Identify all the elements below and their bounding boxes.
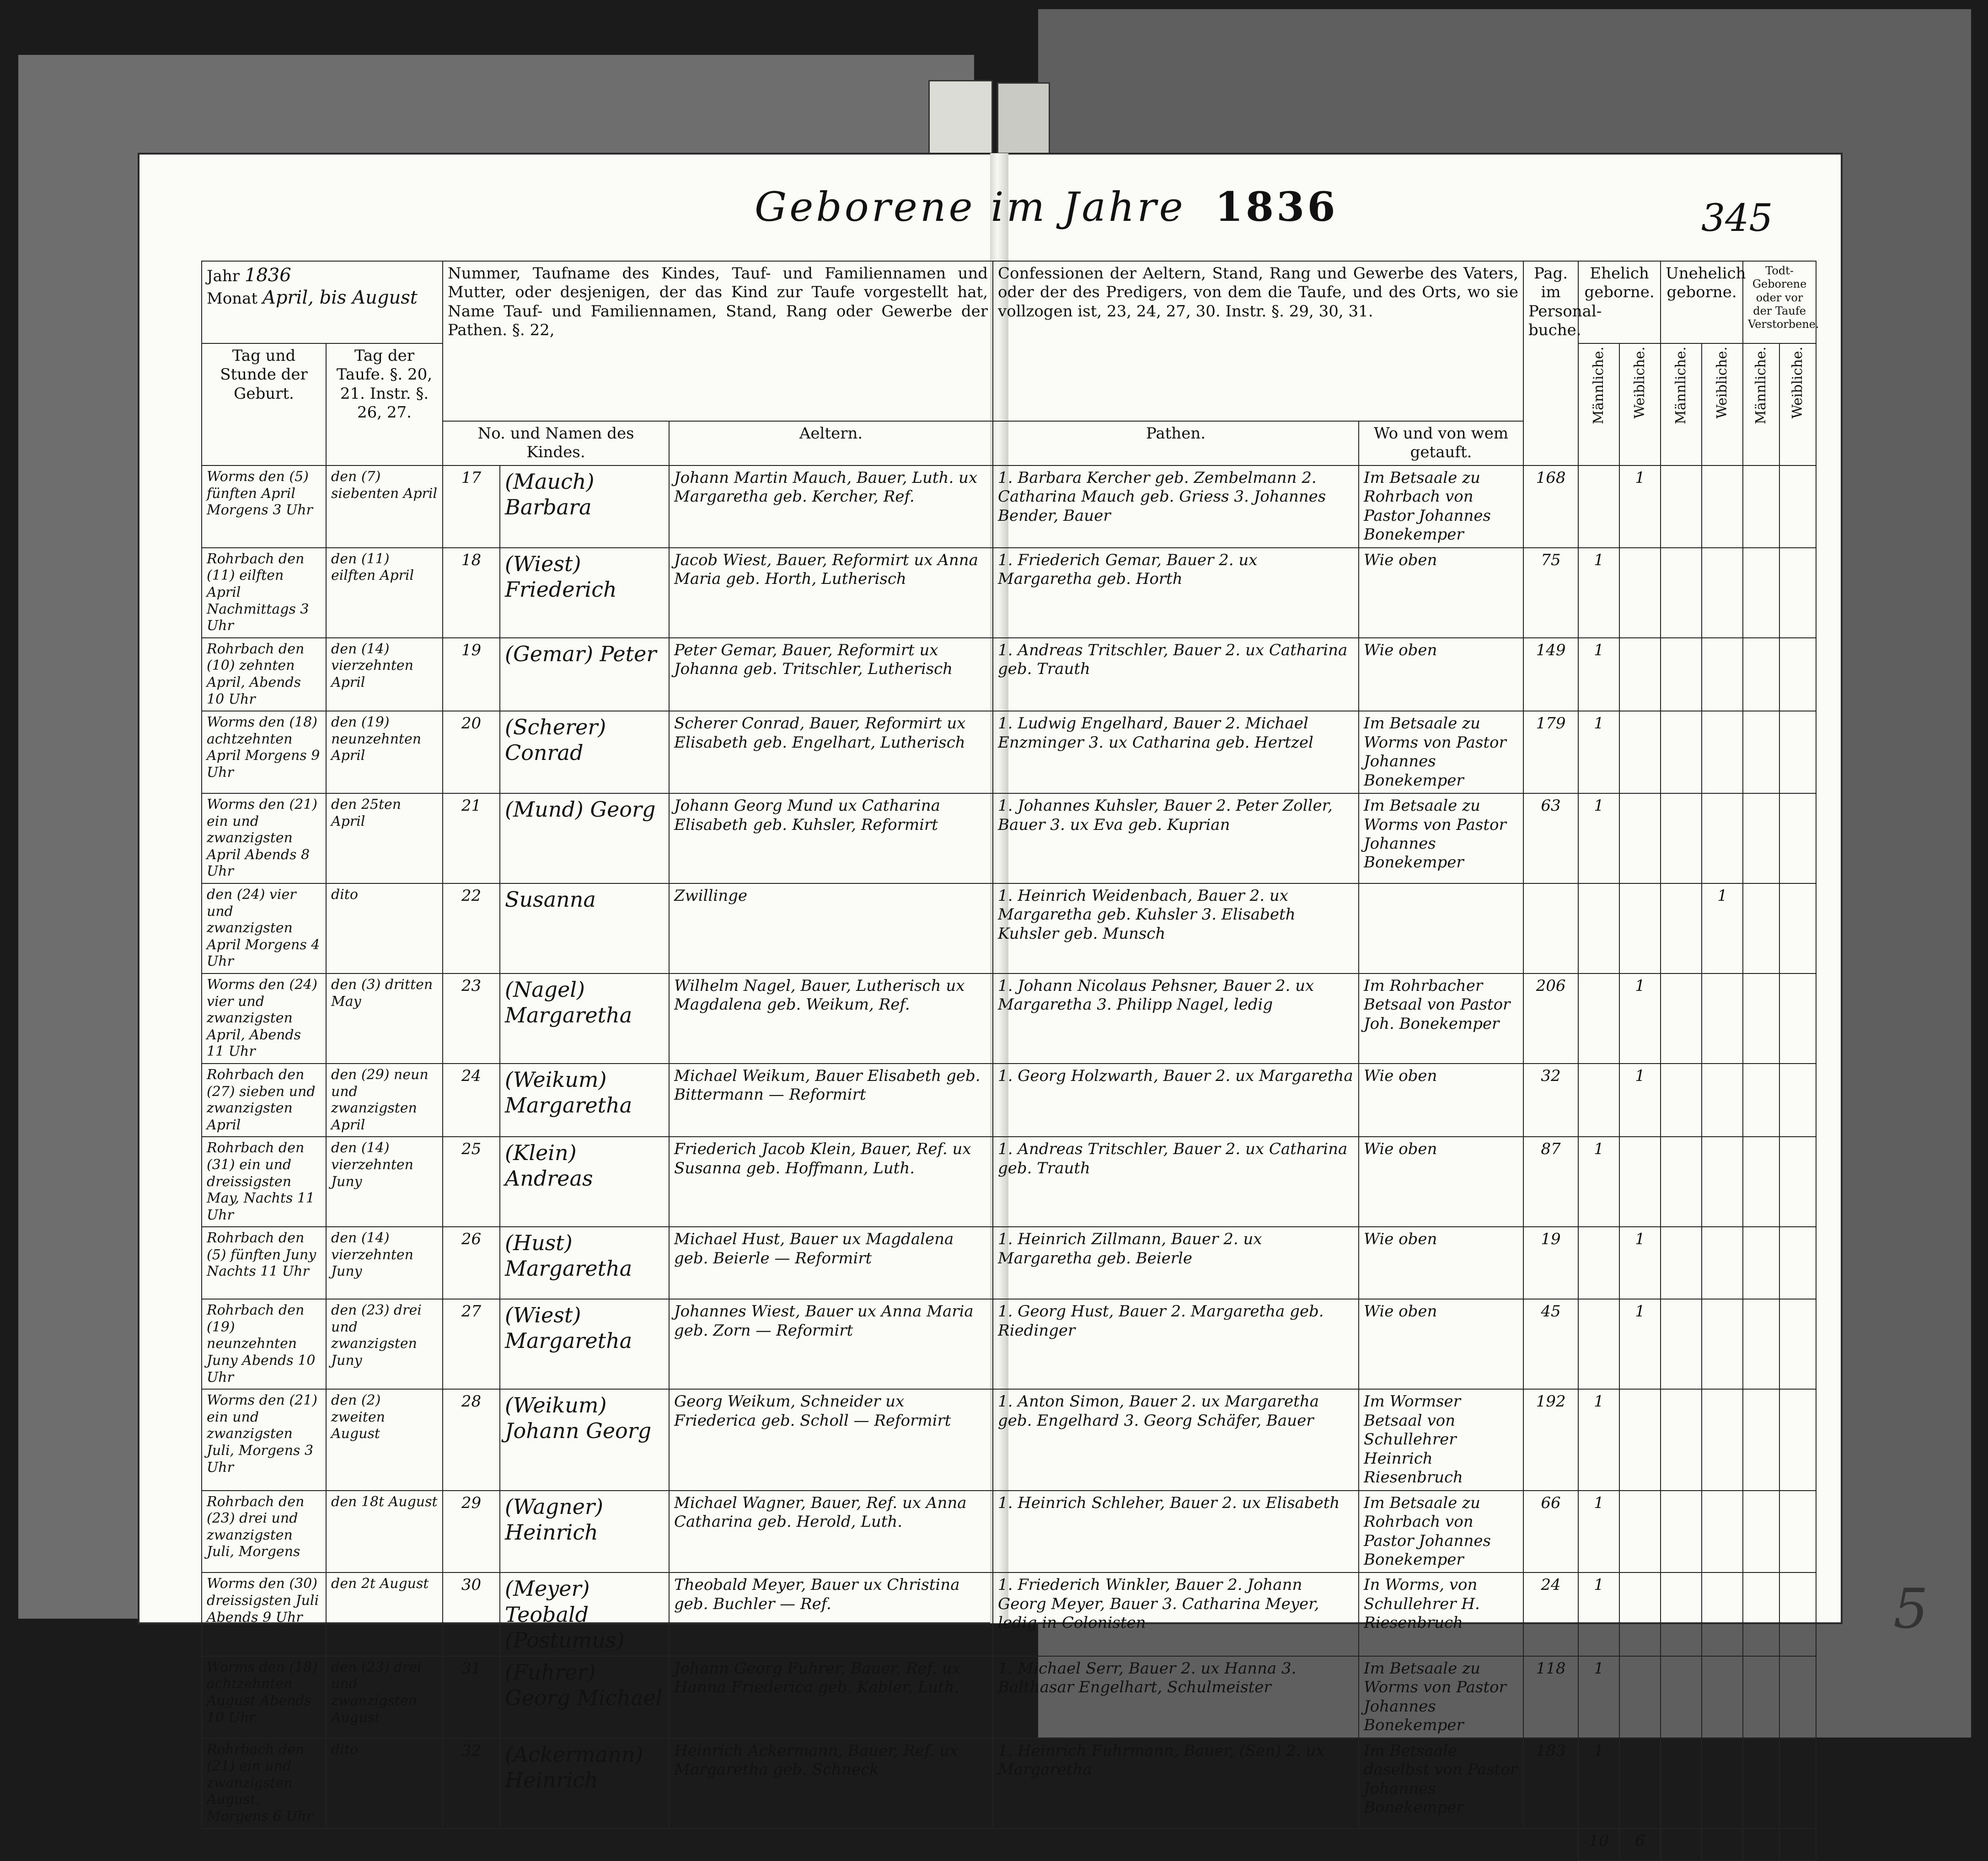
parents-cell: Johann Martin Mauch, Bauer, Luth. ux Margaretha geb. Kercher, Ref. [669,465,993,548]
page-ref-cell: 19 [1523,1227,1578,1299]
table-row [202,1389,1816,1490]
stillborn-male-cell [1743,973,1779,1064]
stillborn-female-cell [1779,465,1816,548]
parents-cell: Jacob Wiest, Bauer, Reformirt ux Anna Maria geb. Horth, Lutherisch [669,548,993,638]
entry-number-cell: 24 [443,1064,500,1137]
baptism-date-cell: den (14) vierzehnten April [326,638,443,711]
parents-cell: Scherer Conrad, Bauer, Reformirt ux Elisabeth geb. Engelhart, Lutherisch [669,711,993,793]
stillborn-female-cell [1779,793,1816,883]
legit-female-cell: 1 [1619,1299,1661,1389]
page-ref-cell: 45 [1523,1299,1578,1389]
godparents-cell: 1. Heinrich Zillmann, Bauer 2. ux Margaretha geb. Beierle [993,1227,1359,1299]
table-row [202,465,1816,548]
stillborn-female-cell [1779,1227,1816,1299]
stillborn-female-cell [1779,1491,1816,1573]
child-name-cell: (Wiest) Margaretha [500,1299,669,1389]
baptism-date-cell: den (19) neunzehnten April [326,711,443,793]
total-ew-cell: 6 [1619,1829,1661,1861]
child-name-cell: (Weikum) Johann Georg [500,1389,669,1490]
page-ref-cell: 168 [1523,465,1578,548]
baptism-date-cell: den (23) drei und zwanzigsten August [326,1656,443,1738]
legit-male-cell [1578,1299,1619,1389]
godparents-cell: 1. Andreas Tritschler, Bauer 2. ux Catharina geb. Trauth [993,638,1359,711]
page-ref-cell: 66 [1523,1491,1578,1573]
stillborn-female-cell [1779,1137,1816,1227]
illegit-male-cell [1661,1137,1702,1227]
stillborn-female-cell [1779,711,1816,793]
stillborn-male-cell [1743,883,1779,973]
table-row [202,1572,1816,1656]
sub-ehelich-m: Männliche. [1590,347,1607,424]
monat-label: Monat [207,289,258,308]
parents-cell: Theobald Meyer, Bauer ux Christina geb. Buchler — Ref. [669,1572,993,1656]
baptism-date-cell: den 2t August [326,1572,443,1656]
entry-number-cell: 27 [443,1299,500,1389]
illegit-male-cell [1661,1656,1702,1738]
entry-number-cell: 32 [443,1738,500,1829]
stillborn-male-cell [1743,793,1779,883]
baptism-place-cell: Wie oben [1359,548,1523,638]
page-title-text: Geborene im Jahre [755,183,1186,230]
godparents-cell: 1. Andreas Tritschler, Bauer 2. ux Catharina geb. Trauth [993,1137,1359,1227]
table-row [202,883,1816,973]
legit-male-cell: 1 [1578,548,1619,638]
birth-date-cell: Rohrbach den (5) fünften Juny Nachts 11 Uhr [202,1227,326,1299]
table-row [202,638,1816,711]
illegit-male-cell [1661,1572,1702,1656]
illegit-male-cell [1661,1738,1702,1829]
stillborn-female-cell [1779,1656,1816,1738]
sub-ehelich-w: Weibliche. [1631,347,1648,419]
baptism-place-cell: Im Betsaale zu Worms von Pastor Johannes Bonekemper [1359,793,1523,883]
godparents-cell: 1. Anton Simon, Bauer 2. ux Margaretha geb. Engelhard 3. Georg Schäfer, Bauer [993,1389,1359,1490]
stillborn-male-cell [1743,1656,1779,1738]
legit-female-cell [1619,548,1661,638]
baptism-place-cell: Wie oben [1359,638,1523,711]
legit-male-cell: 1 [1578,1491,1619,1573]
baptism-place-cell: Im Betsaale daselbst von Pastor Johannes Bonekemper [1359,1738,1523,1829]
total-uw-cell [1702,1829,1743,1861]
stillborn-male-cell [1743,1738,1779,1829]
stillborn-male-cell [1743,1299,1779,1389]
illegit-male-cell [1661,1389,1702,1490]
legit-female-cell [1619,1491,1661,1573]
illegit-female-cell [1702,793,1743,883]
illegit-male-cell [1661,883,1702,973]
illegit-female-cell [1702,1389,1743,1490]
entry-number-cell: 22 [443,883,500,973]
stillborn-male-cell [1743,1389,1779,1490]
stillborn-male-cell [1743,638,1779,711]
table-row [202,1656,1816,1738]
illegit-female-cell [1702,1656,1743,1738]
child-name-cell: (Fuhrer) Georg Michael [500,1656,669,1738]
total-um-cell [1661,1829,1702,1861]
illegit-male-cell [1661,1227,1702,1299]
header-todt: Todt-Geborene oder vor der Taufe Verstorbene. [1743,261,1816,343]
godparents-cell: 1. Heinrich Fuhrmann, Bauer, (Sen) 2. ux Margaretha [993,1738,1359,1829]
stillborn-female-cell [1779,1064,1816,1137]
godparents-cell: 1. Michael Serr, Bauer 2. ux Hanna 3. Balthasar Engelhart, Schulmeister [993,1656,1359,1738]
parents-cell: Wilhelm Nagel, Bauer, Lutherisch ux Magdalena geb. Weikum, Ref. [669,973,993,1064]
page-ref-cell: 87 [1523,1137,1578,1227]
legit-female-cell [1619,793,1661,883]
sub-unehelich-w: Weibliche. [1714,347,1730,419]
child-name-cell: (Gemar) Peter [500,638,669,711]
illegit-male-cell [1661,1299,1702,1389]
table-row [202,548,1816,638]
parents-cell: Zwillinge [669,883,993,973]
stillborn-male-cell [1743,711,1779,793]
illegit-female-cell [1702,1064,1743,1137]
entry-number-cell: 21 [443,793,500,883]
table-row [202,1738,1816,1829]
baptism-place-cell: Wie oben [1359,1064,1523,1137]
baptism-date-cell: den 18t August [326,1491,443,1573]
illegit-male-cell [1661,973,1702,1064]
illegit-female-cell [1702,1227,1743,1299]
legit-male-cell: 1 [1578,711,1619,793]
birth-date-cell: Rohrbach den (31) ein und dreissigsten May, Nachts 11 Uhr [202,1137,326,1227]
legit-female-cell: 1 [1619,465,1661,548]
baptism-place-cell: Wie oben [1359,1137,1523,1227]
stillborn-male-cell [1743,1064,1779,1137]
godparents-cell: 1. Johannes Kuhsler, Bauer 2. Peter Zoller, Bauer 3. ux Eva geb. Kuprian [993,793,1359,883]
folio-mark: 345 [1701,197,1773,240]
parents-cell: Michael Hust, Bauer ux Magdalena geb. Beierle — Reformirt [669,1227,993,1299]
baptism-date-cell: dito [326,883,443,973]
totals-spacer [202,1829,1578,1861]
header-aeltern: Aeltern. [669,421,993,465]
baptism-place-cell [1359,883,1523,973]
legit-female-cell: 1 [1619,1227,1661,1299]
birth-date-cell: den (24) vier und zwanzigsten April Morgens 4 Uhr [202,883,326,973]
legit-female-cell [1619,1656,1661,1738]
parents-cell: Friederich Jacob Klein, Bauer, Ref. ux Susanna geb. Hoffmann, Luth. [669,1137,993,1227]
birth-date-cell: Rohrbach den (21) ein und zwanzigsten August, Morgens 6 Uhr [202,1738,326,1829]
header-intro-left: Nummer, Taufname des Kindes, Tauf- und Familiennamen und Mutter, oder desjenigen, der das Kind zur Taufe vorgestellt hat, Name Tauf- und Familiennamen, Stand, Rang oder Gewerbe der Pathen. §. 22, [443,261,993,421]
baptism-place-cell: Im Rohrbacher Betsaal von Pastor Joh. Bonekemper [1359,973,1523,1064]
baptism-date-cell: den (2) zweiten August [326,1389,443,1490]
page-ref-cell: 183 [1523,1738,1578,1829]
table-row [202,1137,1816,1227]
illegit-female-cell [1702,1572,1743,1656]
illegit-female-cell [1702,973,1743,1064]
entry-number-cell: 26 [443,1227,500,1299]
illegit-female-cell [1702,1137,1743,1227]
baptism-date-cell: den (14) vierzehnten Juny [326,1137,443,1227]
legit-female-cell [1619,1389,1661,1490]
birth-date-cell: Rohrbach den (10) zehnten April, Abends 10 Uhr [202,638,326,711]
birth-date-cell: Rohrbach den (19) neunzehnten Juny Abends 10 Uhr [202,1299,326,1389]
legit-female-cell [1619,883,1661,973]
register-rows [202,465,1816,1861]
baptism-date-cell: den (29) neun und zwanzigsten April [326,1064,443,1137]
child-name-cell: (Scherer) Conrad [500,711,669,793]
child-name-cell: (Weikum) Margaretha [500,1064,669,1137]
parents-cell: Georg Weikum, Schneider ux Friederica geb. Scholl — Reformirt [669,1389,993,1490]
entry-number-cell: 17 [443,465,500,548]
header-taufe: Tag der Taufe. §. 20, 21. Instr. §. 26, 27. [326,343,443,465]
stillborn-male-cell [1743,1491,1779,1573]
godparents-cell: 1. Johann Nicolaus Pehsner, Bauer 2. ux Margaretha 3. Philipp Nagel, ledig [993,973,1359,1064]
baptism-place-cell: Im Betsaale zu Rohrbach von Pastor Johannes Bonekemper [1359,465,1523,548]
stillborn-female-cell [1779,1572,1816,1656]
entry-number-cell: 28 [443,1389,500,1490]
birth-date-cell: Rohrbach den (23) drei und zwanzigsten Juli, Morgens [202,1491,326,1573]
page-ref-cell: 206 [1523,973,1578,1064]
legit-female-cell [1619,1137,1661,1227]
entry-number-cell: 25 [443,1137,500,1227]
parents-cell: Johannes Wiest, Bauer ux Anna Maria geb. Zorn — Reformirt [669,1299,993,1389]
total-em-cell: 10 [1578,1829,1619,1861]
birth-date-cell: Worms den (30) dreissigsten Juli Abends 9 Uhr [202,1572,326,1656]
illegit-female-cell [1702,548,1743,638]
legit-male-cell [1578,883,1619,973]
entry-number-cell: 18 [443,548,500,638]
entry-number-cell: 19 [443,638,500,711]
stillborn-male-cell [1743,1572,1779,1656]
stillborn-male-cell [1743,1227,1779,1299]
godparents-cell: 1. Georg Holzwarth, Bauer 2. ux Margaretha [993,1064,1359,1137]
baptism-place-cell: Im Wormser Betsaal von Schullehrer Heinrich Riesenbruch [1359,1389,1523,1490]
legit-male-cell: 1 [1578,793,1619,883]
legit-female-cell: 1 [1619,973,1661,1064]
godparents-cell: 1. Heinrich Weidenbach, Bauer 2. ux Margaretha geb. Kuhsler 3. Elisabeth Kuhsler geb. Munsch [993,883,1359,973]
header-no-name: No. und Namen des Kindes. [443,421,669,465]
jahr-label: Jahr [207,267,240,285]
entry-number-cell: 31 [443,1656,500,1738]
legit-female-cell [1619,1572,1661,1656]
birth-date-cell: Worms den (24) vier und zwanzigsten April, Abends 11 Uhr [202,973,326,1064]
birth-date-cell: Rohrbach den (27) sieben und zwanzigsten April [202,1064,326,1137]
illegit-male-cell [1661,1064,1702,1137]
child-name-cell: (Wiest) Friederich [500,548,669,638]
header-pag: Pag. im Personal-buche. [1523,261,1578,465]
illegit-female-cell [1702,638,1743,711]
godparents-cell: 1. Friederich Winkler, Bauer 2. Johann Georg Meyer, Bauer 3. Catharina Meyer, ledig in Colonisten [993,1572,1359,1656]
legit-male-cell: 1 [1578,1137,1619,1227]
legit-male-cell: 1 [1578,1572,1619,1656]
page-ref-cell: 118 [1523,1656,1578,1738]
baptism-place-cell: Wie oben [1359,1299,1523,1389]
page-ref-cell: 32 [1523,1064,1578,1137]
legit-male-cell [1578,973,1619,1064]
page-title [755,183,1338,230]
legit-male-cell: 1 [1578,1389,1619,1490]
child-name-cell: (Wagner) Heinrich [500,1491,669,1573]
stillborn-male-cell [1743,548,1779,638]
illegit-female-cell [1702,1738,1743,1829]
baptism-date-cell: den (11) eilften April [326,548,443,638]
page-ref-cell: 63 [1523,793,1578,883]
entry-number-cell: 20 [443,711,500,793]
parents-cell: Michael Weikum, Bauer Elisabeth geb. Bittermann — Reformirt [669,1064,993,1137]
baptism-place-cell: In Worms, von Schullehrer H. Riesenbruch [1359,1572,1523,1656]
header-ehelich: Ehelich geborne. [1578,261,1661,343]
monat-value: April, bis August [262,287,418,308]
baptism-date-cell: den (14) vierzehnten Juny [326,1227,443,1299]
stillborn-male-cell [1743,1137,1779,1227]
child-name-cell: (Nagel) Margaretha [500,973,669,1064]
header-pathen: Pathen. [993,421,1359,465]
legit-female-cell [1619,1738,1661,1829]
entry-number-cell: 23 [443,973,500,1064]
godparents-cell: 1. Heinrich Schleher, Bauer 2. ux Elisabeth [993,1491,1359,1573]
stillborn-female-cell [1779,883,1816,973]
birth-date-cell: Worms den (5) fünften April Morgens 3 Uhr [202,465,326,548]
birth-date-cell: Rohrbach den (11) eilften April Nachmittags 3 Uhr [202,548,326,638]
baptism-date-cell: dito [326,1738,443,1829]
child-name-cell: (Hust) Margaretha [500,1227,669,1299]
stillborn-female-cell [1779,548,1816,638]
table-row [202,711,1816,793]
illegit-female-cell [1702,465,1743,548]
total-tw-cell [1779,1829,1816,1861]
baptism-place-cell: Im Betsaale zu Worms von Pastor Johannes Bonekemper [1359,711,1523,793]
stillborn-female-cell [1779,1299,1816,1389]
table-row [202,793,1816,883]
table-row [202,1064,1816,1137]
parents-cell: Johann Georg Mund ux Catharina Elisabeth geb. Kuhsler, Reformirt [669,793,993,883]
birth-date-cell: Worms den (18) achtzehnten April Morgens 9 Uhr [202,711,326,793]
page-ref-cell: 24 [1523,1572,1578,1656]
sub-unehelich-m: Männliche. [1672,347,1689,424]
child-name-cell: (Meyer) Teobald (Postumus) [500,1572,669,1656]
godparents-cell: 1. Friederich Gemar, Bauer 2. ux Margaretha geb. Horth [993,548,1359,638]
entry-number-cell: 30 [443,1572,500,1656]
header-intro-right: Confessionen der Aeltern, Stand, Rang und Gewerbe des Vaters, oder der des Predigers, von dem die Taufe, und des Orts, wo sie vollzogen ist, 23, 24, 27, 30. Instr. §. 29, 30, 31. [993,261,1523,421]
illegit-female-cell: 1 [1702,883,1743,973]
illegit-female-cell [1702,1299,1743,1389]
stillborn-female-cell [1779,973,1816,1064]
legit-female-cell [1619,638,1661,711]
godparents-cell: 1. Ludwig Engelhard, Bauer 2. Michael Enzminger 3. ux Catharina geb. Hertzel [993,711,1359,793]
illegit-male-cell [1661,638,1702,711]
table-row [202,1491,1816,1573]
legit-male-cell [1578,465,1619,548]
legit-male-cell: 1 [1578,1738,1619,1829]
birth-date-cell: Worms den (18) achtzehnten August Abends 10 Uhr [202,1656,326,1738]
page-ref-cell [1523,883,1578,973]
birth-register-table [201,261,1817,1861]
stillborn-female-cell [1779,1738,1816,1829]
legit-male-cell [1578,1227,1619,1299]
header-geburt: Tag und Stunde der Geburt. [202,343,326,465]
baptism-place-cell: Wie oben [1359,1227,1523,1299]
page-ref-cell: 192 [1523,1389,1578,1490]
godparents-cell: 1. Georg Hust, Bauer 2. Margaretha geb. Riedinger [993,1299,1359,1389]
baptism-date-cell: den 25ten April [326,793,443,883]
parents-cell: Heinrich Ackermann, Bauer, Ref. ux Margaretha geb. Schneck [669,1738,993,1829]
child-name-cell: Susanna [500,883,669,973]
table-row [202,1299,1816,1389]
baptism-date-cell: den (23) drei und zwanzigsten Juny [326,1299,443,1389]
baptism-date-cell: den (3) dritten May [326,973,443,1064]
header-jahr-monat [202,261,443,343]
legit-male-cell: 1 [1578,1656,1619,1738]
child-name-cell: (Mauch) Barbara [500,465,669,548]
page-ref-cell: 149 [1523,638,1578,711]
parents-cell: Michael Wagner, Bauer, Ref. ux Anna Catharina geb. Herold, Luth. [669,1491,993,1573]
page-ref-cell: 75 [1523,548,1578,638]
godparents-cell: 1. Barbara Kercher geb. Zembelmann 2. Catharina Mauch geb. Griess 3. Johannes Bender, Bauer [993,465,1359,548]
illegit-male-cell [1661,1491,1702,1573]
sub-todt-w: Weibliche. [1789,347,1806,419]
page-ref-cell: 179 [1523,711,1578,793]
legit-male-cell [1578,1064,1619,1137]
total-tm-cell [1743,1829,1779,1861]
legit-female-cell [1619,711,1661,793]
legit-female-cell: 1 [1619,1064,1661,1137]
illegit-male-cell [1661,711,1702,793]
parents-cell: Johann Georg Fuhrer, Bauer, Ref. ux Hanna Friederica geb. Kabler, Luth. [669,1656,993,1738]
table-row [202,973,1816,1064]
baptism-date-cell: den (7) siebenten April [326,465,443,548]
illegit-male-cell [1661,548,1702,638]
child-name-cell: (Mund) Georg [500,793,669,883]
legit-male-cell: 1 [1578,638,1619,711]
stillborn-female-cell [1779,1389,1816,1490]
stillborn-male-cell [1743,465,1779,548]
birth-date-cell: Worms den (21) ein und zwanzigsten April Abends 8 Uhr [202,793,326,883]
child-name-cell: (Klein) Andreas [500,1137,669,1227]
illegit-male-cell [1661,465,1702,548]
birth-date-cell: Worms den (21) ein und zwanzigsten Juli, Morgens 3 Uhr [202,1389,326,1490]
sub-todt-m: Männliche. [1752,347,1769,424]
illegit-female-cell [1702,1491,1743,1573]
illegit-female-cell [1702,711,1743,793]
parents-cell: Peter Gemar, Bauer, Reformirt ux Johanna geb. Tritschler, Lutherisch [669,638,993,711]
header-wo: Wo und von wem getauft. [1359,421,1523,465]
corner-mark: 5 [1893,1578,1929,1641]
totals-row [202,1829,1816,1861]
baptism-place-cell: Im Betsaale zu Worms von Pastor Johannes Bonekemper [1359,1656,1523,1738]
page-title-year: 1836 [1215,183,1338,230]
table-row [202,1227,1816,1299]
baptism-place-cell: Im Betsaale zu Rohrbach von Pastor Johannes Bonekemper [1359,1491,1523,1573]
entry-number-cell: 29 [443,1491,500,1573]
stillborn-female-cell [1779,638,1816,711]
jahr-value: 1836 [244,265,291,286]
child-name-cell: (Ackermann) Heinrich [500,1738,669,1829]
illegit-male-cell [1661,793,1702,883]
header-unehelich: Unehelich geborne. [1661,261,1743,343]
